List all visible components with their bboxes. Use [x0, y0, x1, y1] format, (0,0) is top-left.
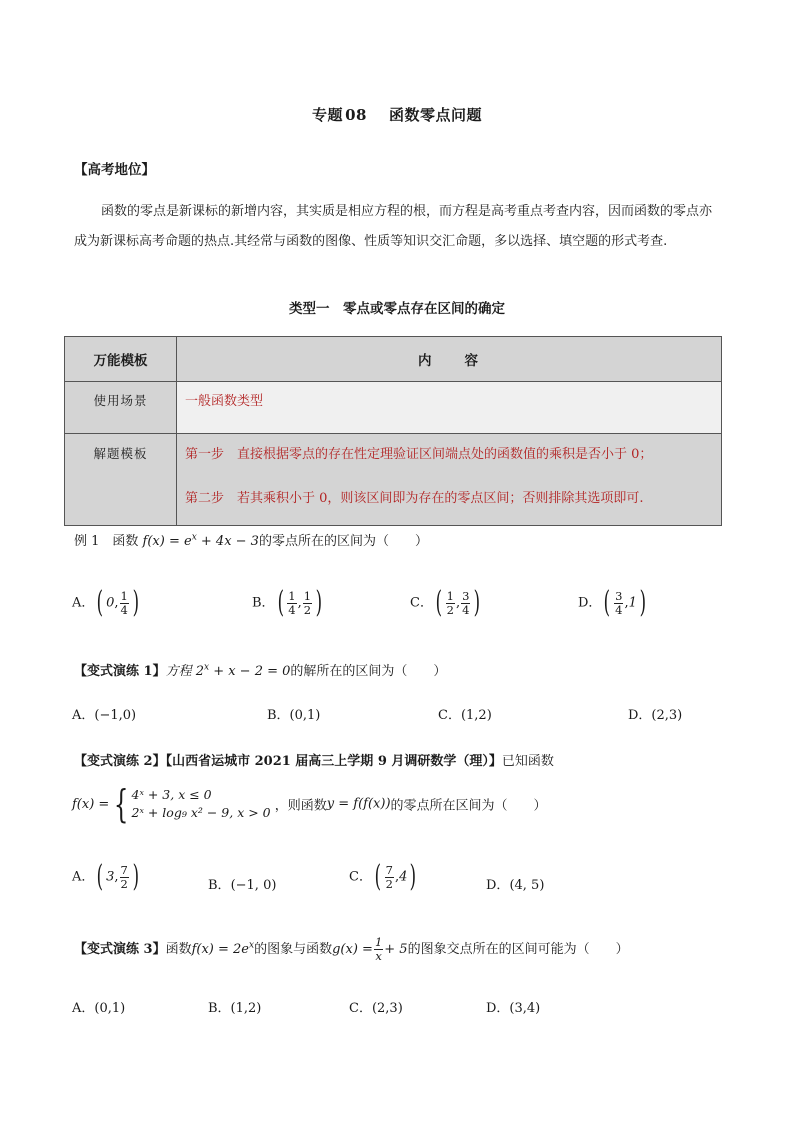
example1-option-c[interactable]: C．( $\frac{1}{2}$ , $\frac{3}{4}$ ) [410, 585, 481, 620]
example1-formula: $f(x) = e^x + 4x - 3$ [142, 532, 259, 549]
row-content-steps [177, 434, 722, 526]
variant1-option-d[interactable]: D．(2,3) [628, 708, 683, 723]
variant2-option-d[interactable]: D．(4, 5) [486, 878, 545, 893]
example1-option-b[interactable]: B．( $\frac{1}{4}$ , $\frac{1}{2}$ ) [252, 585, 323, 620]
table-row-scene [65, 382, 722, 434]
example1-option-d[interactable]: D．( $\frac{3}{4}$ ,1) [578, 585, 646, 620]
example1-option-a[interactable]: A．( 0, $\frac{1}{4}$ ) [72, 585, 139, 620]
template-table [64, 336, 722, 526]
variant3-option-c[interactable]: C．(2,3) [349, 1001, 403, 1016]
type-heading: 类型一 零点或零点存在区间的确定 [289, 301, 505, 317]
step-two: 第二步 若其乘积小于 0，则该区间即为存在的零点区间；否则排除其选项即可. [185, 491, 644, 506]
variant1-question: 【变式演练 1】方程 $2^x + x - 2 = 0$的解所在的区间为（ ） [74, 662, 447, 679]
row-label-template: 解题模板 [65, 434, 177, 526]
section-label: 【高考地位】 [74, 162, 155, 178]
row-content-scene: 一般函数类型 [177, 382, 722, 434]
variant1-option-c[interactable]: C．(1,2) [438, 708, 492, 723]
page-title [0, 104, 794, 125]
variant1-option-a[interactable]: A．(−1,0) [72, 708, 137, 723]
title-topic: 专题 [312, 106, 344, 124]
table-row-template [65, 434, 722, 526]
variant2-function-def: f(x) = { 4ˣ + 3, x ≤ 0 2ˣ + log₉ x² − 9, x > 0 ，则函数y = f(f(x))的零点所在区间为（ ） [72, 782, 547, 826]
variant1-option-b[interactable]: B．(0,1) [267, 708, 321, 723]
left-brace-icon: { [114, 782, 129, 826]
variant3-question: 【变式演练 3】函数$f(x) = 2e^x$的图象与函数g(x) = $\frac{1}{x}$ + 5的图象交点所在的区间可能为（ ） [74, 935, 629, 963]
intro-paragraph: 函数的零点是新课标的新增内容，其实质是相应方程的根，而方程是高考重点考查内容，因而函数的零点亦成为新课标高考命题的热点.其经常与函数的图像、性质等知识交汇命题，多以选择、填空题的形式考查. [74, 204, 713, 249]
variant2-option-a[interactable]: A．( 3, $\frac{7}{2}$ ) [72, 859, 139, 894]
variant3-option-a[interactable]: A．(0,1) [72, 1001, 126, 1016]
variant3-option-d[interactable]: D．(3,4) [486, 1001, 541, 1016]
variant3-option-b[interactable]: B．(1,2) [208, 1001, 262, 1016]
variant2-option-c[interactable]: C．( $\frac{7}{2}$ ,4) [349, 859, 417, 894]
table-header-content: 内 容 [177, 337, 722, 382]
variant1-formula: 方程 $2^x + x - 2 = 0$ [165, 662, 291, 679]
row-label-scene: 使用场景 [65, 382, 177, 434]
title-text: 函数零点问题 [388, 106, 482, 124]
variant2-heading: 【变式演练 2】【山西省运城市 2021 届高三上学期 9 月调研数学（理）】已知函数 [74, 754, 554, 769]
table-header-row [65, 337, 722, 382]
example1-question: 例 1 函数 $f(x) = e^x + 4x - 3$的零点所在的区间为（ ） [74, 532, 428, 549]
variant2-option-b[interactable]: B．(−1, 0) [208, 878, 277, 893]
title-number: 08 [345, 106, 367, 124]
table-header-template: 万能模板 [65, 337, 177, 382]
step-one: 第一步 直接根据零点的存在性定理验证区间端点处的函数值的乘积是否小于 0； [185, 447, 653, 462]
